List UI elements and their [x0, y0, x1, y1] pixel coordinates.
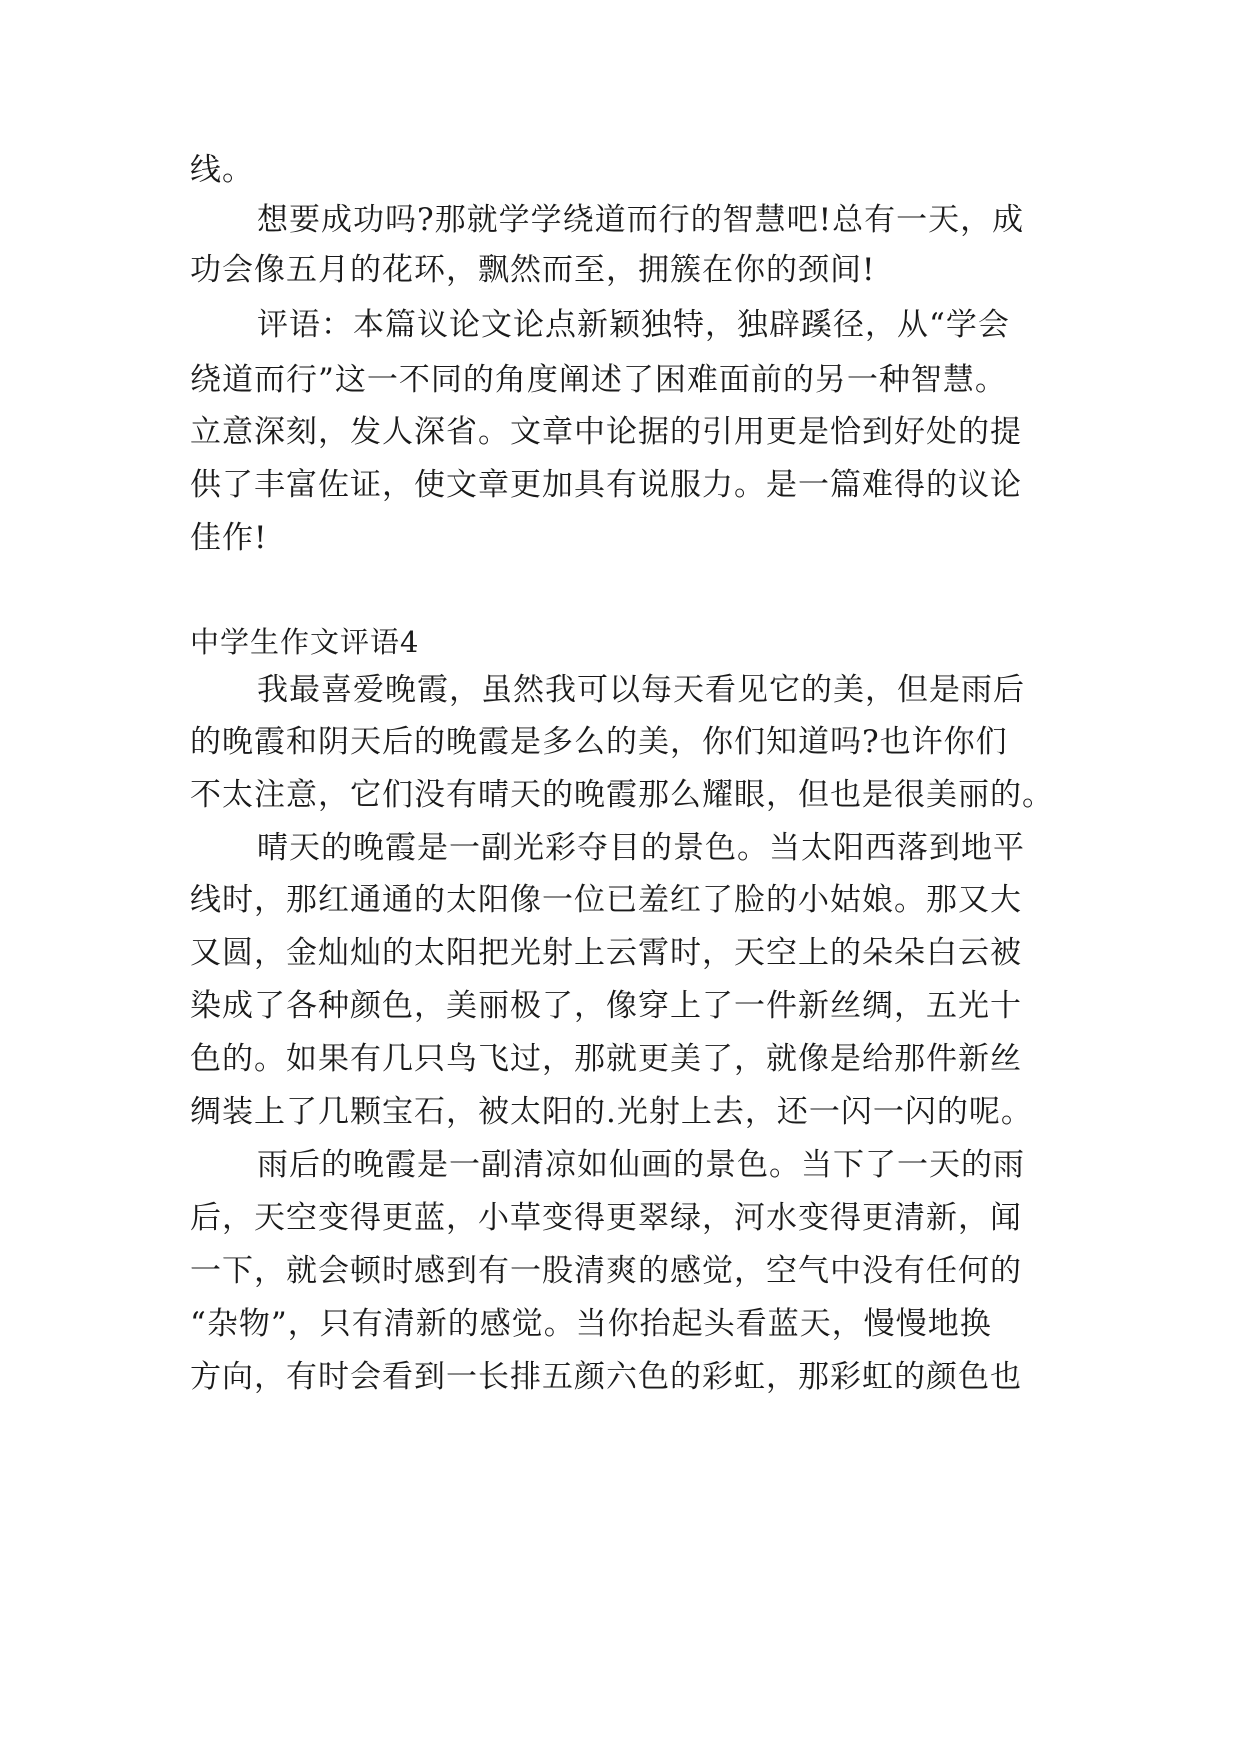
paragraph-first-line: 雨后的晚霞是一副清凉如仙画的景色。当下了一天的雨 [257, 1147, 1025, 1183]
text-line: 不太注意，它们没有晴天的晚霞那么耀眼，但也是很美丽的。 [190, 777, 1054, 813]
paragraph-first-line: 想要成功吗?那就学学绕道而行的智慧吧!总有一天，成 [257, 202, 1025, 238]
text-line: 又圆，金灿灿的太阳把光射上云霄时，天空上的朵朵白云被 [190, 935, 1022, 971]
text-line: 方向，有时会看到一长排五颜六色的彩虹，那彩虹的颜色也 [190, 1359, 1022, 1395]
text-line: “杂物”，只有清新的感觉。当你抬起头看蓝天，慢慢地换 [190, 1306, 992, 1342]
text-line: 佳作! [190, 520, 268, 556]
text-line: 一下，就会顿时感到有一股清爽的感觉，空气中没有任何的 [190, 1253, 1022, 1289]
text-line: 功会像五月的花环，飘然而至，拥簇在你的颈间! [190, 252, 876, 288]
paragraph-first-line: 评语：本篇议论文论点新颖独特，独辟蹊径，从“学会 [257, 307, 1010, 343]
text-line: 色的。如果有几只鸟飞过，那就更美了，就像是给那件新丝 [190, 1041, 1022, 1077]
text-line: 后，天空变得更蓝，小草变得更翠绿，河水变得更清新，闻 [190, 1200, 1022, 1236]
text-line: 绸装上了几颗宝石，被太阳的.光射上去，还一闪一闪的呢。 [190, 1094, 1033, 1130]
text-line: 绕道而行”这一不同的角度阐述了困难面前的另一种智慧。 [190, 362, 1007, 398]
paragraph-first-line: 晴天的晚霞是一副光彩夺目的景色。当太阳西落到地平 [257, 830, 1025, 866]
text-line: 的晚霞和阴天后的晚霞是多么的美，你们知道吗?也许你们 [190, 724, 1008, 760]
text-line: 供了丰富佐证，使文章更加具有说服力。是一篇难得的议论 [190, 467, 1022, 503]
paragraph-first-line: 我最喜爱晚霞，虽然我可以每天看见它的美，但是雨后 [257, 672, 1025, 708]
text-line: 线时，那红通通的太阳像一位已羞红了脸的小姑娘。那又大 [190, 882, 1022, 918]
text-line: 立意深刻，发人深省。文章中论据的引用更是恰到好处的提 [190, 414, 1022, 450]
text-line: 染成了各种颜色，美丽极了，像穿上了一件新丝绸，五光十 [190, 988, 1022, 1024]
section-heading: 中学生作文评语4 [190, 625, 420, 659]
text-line: 线。 [190, 152, 254, 188]
